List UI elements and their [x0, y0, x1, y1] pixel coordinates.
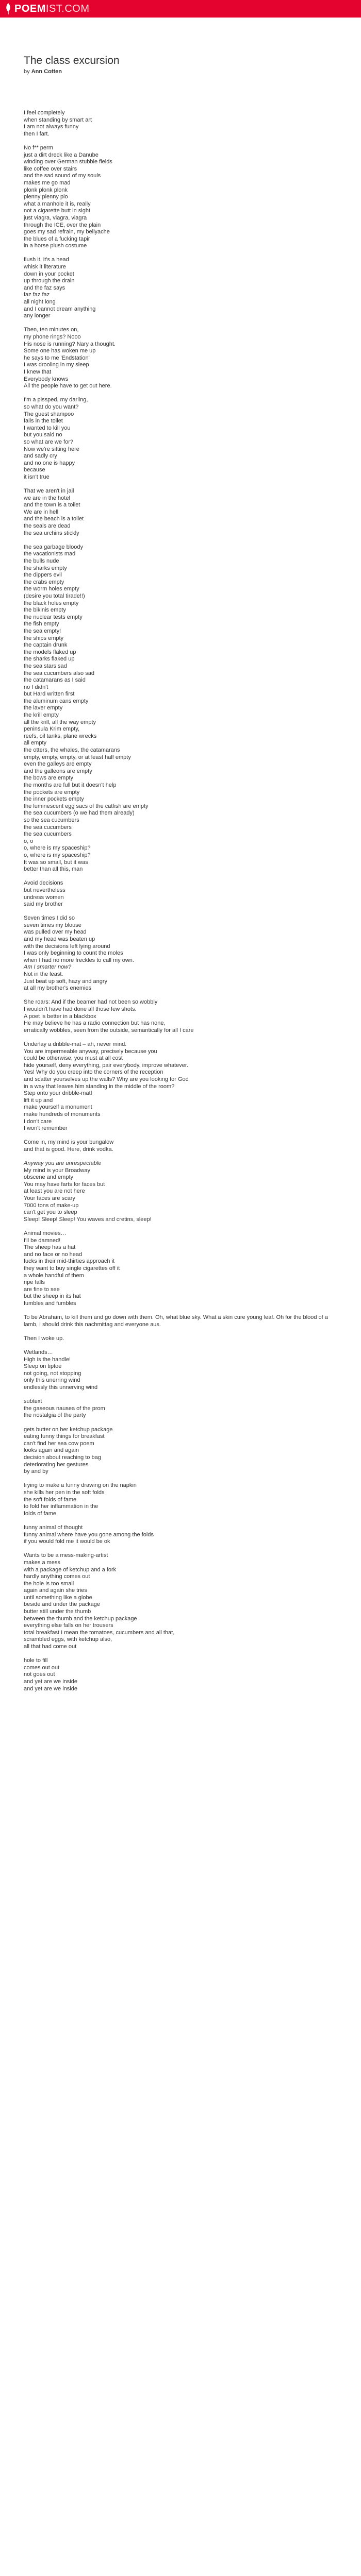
stanza [24, 1657, 333, 1692]
stanza-break [24, 992, 333, 999]
poem-line: the models flaked up [24, 649, 76, 655]
site-header [0, 0, 361, 18]
poem-line: Underlay a dribble-mat – ah, never mind. [24, 1041, 127, 1047]
poem-line: between the thumb and the ketchup package [24, 1615, 137, 1622]
poem-line: the inner pockets empty [24, 796, 84, 803]
poem-line: not a cigarette butt in sight [24, 208, 91, 214]
poem-line: the krill empty [24, 712, 59, 719]
poem-line: and the sad sound of my souls [24, 173, 101, 179]
poem-line: the luminescent egg sacs of the catfish are empty [24, 803, 149, 809]
stanza-break [24, 1476, 333, 1483]
poem-line: A poet is better in a blackbox [24, 1013, 96, 1020]
poem-line: the sea garbage bloody [24, 544, 83, 550]
poem-line: trying to make a funny drawing on the napkin [24, 1482, 137, 1489]
author-link[interactable]: Ann Cotten [31, 69, 62, 75]
poem-line: not goes out [24, 1671, 55, 1678]
poem-line: make hundreds of monuments [24, 1111, 101, 1117]
stanza-break [24, 1651, 333, 1658]
poem-line: erratically wobbles, seen from the outside, semantically for all I care [24, 1027, 194, 1033]
poem-line: His nose is running? Nary a thought. [24, 341, 116, 347]
poem-line: goes my sad refrain, my bellyache [24, 229, 110, 235]
stanza-break [24, 1343, 333, 1350]
poem-line: a whole handful of them [24, 1272, 84, 1279]
poem-line: hide yourself, deny everything, pair everybody, improve whatever. [24, 1062, 188, 1069]
poem-line: deteriorating her gestures [24, 1461, 89, 1468]
poem-line: just viagra, viagra, viagra [24, 214, 87, 221]
poem-line: gets butter on her ketchup package [24, 1426, 113, 1433]
poem-line: the seals are dead [24, 523, 71, 530]
stanza-break [24, 1517, 333, 1524]
poem-line: not going, not stopping [24, 1370, 81, 1377]
poem-line: she kills her pen in the soft folds [24, 1489, 105, 1496]
poem-line: the sharks flaked up [24, 656, 75, 663]
stanza-break [24, 1132, 333, 1140]
poem-line: Just beat up soft, hazy and angry [24, 978, 108, 985]
poem-line: until something like a globe [24, 1594, 92, 1601]
poem-line: Am I smarter now? [24, 964, 72, 971]
poem-line: can't get you to sleep [24, 1209, 77, 1216]
poem-line: I was drooling in my sleep [24, 362, 89, 368]
poem-line: by and by [24, 1468, 48, 1475]
poem-line: and I cannot dream anything [24, 306, 96, 312]
site-logo-link[interactable] [5, 3, 90, 15]
poem-line: I don't care [24, 1118, 52, 1125]
stanza [24, 257, 333, 319]
stanza [24, 999, 333, 1034]
stanza-break [24, 320, 333, 327]
poem-line: when standing by smart art [24, 116, 92, 123]
poem-line: only this unerring wind [24, 1377, 80, 1384]
stanza [24, 880, 333, 908]
poem-line: was pulled over my head [24, 929, 87, 936]
stanza-break [24, 1546, 333, 1553]
poem-line: obscene and empty [24, 1174, 74, 1181]
poem-line: when I had no more freckles to call my own. [24, 957, 134, 963]
stanza-break [24, 390, 333, 397]
poem-line: the captain drunk [24, 642, 68, 649]
stanza [24, 397, 333, 481]
poem-line: the sea cucumbers (o we had them already) [24, 810, 135, 817]
stanza [24, 1427, 333, 1476]
poem-line: total breakfast I mean the tomatoes, cucumbers and all that, [24, 1629, 175, 1636]
poem-line: We are in hell [24, 509, 59, 515]
stanza-break [24, 1308, 333, 1315]
poem-line: what a manhole it is, really [24, 200, 91, 207]
poem-line: to fold her inflammation in the [24, 1503, 99, 1510]
stanza [24, 1482, 333, 1517]
poem-title: The class excursion [24, 55, 120, 66]
poem-line: Wants to be a mess-making-artist [24, 1552, 108, 1559]
poem-line: comes out out [24, 1664, 60, 1671]
poem-line: the aluminum cans empty [24, 698, 89, 704]
poem-line: all empty [24, 740, 47, 747]
poem-line: all that had come out [24, 1643, 77, 1650]
stanza [24, 915, 333, 992]
poem-line: Anyway you are unrespectable [24, 1160, 102, 1167]
poem-line: in a horse plush costume [24, 243, 87, 249]
poem-line: makes me go mad [24, 179, 71, 186]
poem-line: the blues of a fucking tapir [24, 235, 90, 242]
poem-line: through the ICE, over the plain [24, 222, 101, 228]
stanza-break [24, 138, 333, 145]
poem-line: My mind is your Broadway [24, 1167, 90, 1174]
stanza [24, 1524, 333, 1546]
stanza [24, 1139, 333, 1153]
poem-line: To be Abraham, to kill them and go down with them. Oh, what blue sky. What a skin cure young leaf. Oh for the blood of a lamb, I should drink this nachmittag and everyone aus. [24, 1314, 328, 1328]
poem-line: but Hard written first [24, 691, 75, 698]
poem-line: the soft folds of fame [24, 1496, 77, 1503]
poem-line: the worm holes empty [24, 586, 79, 592]
stanza-break [24, 537, 333, 544]
poem-line: funny animal where have you gone among the folds [24, 1531, 154, 1538]
poem-line: the otters, the whales, the catamarans [24, 747, 120, 754]
poem-line: Sleep on tiptoe [24, 1363, 62, 1370]
poem-line: the sea stars sad [24, 663, 67, 669]
stanza-break [24, 481, 333, 488]
poem-line: but you said no [24, 432, 62, 438]
poem-line: No f** perm [24, 144, 53, 151]
poem-line: the dippers evil [24, 572, 62, 579]
poem-line: could be otherwise, you must at all cost [24, 1055, 123, 1062]
poem-line: and no face or no head [24, 1251, 83, 1258]
poem-line: no I didn't [24, 684, 48, 690]
poem-line: better than all this, man [24, 866, 83, 873]
poem-line: funny animal of thought [24, 1524, 83, 1531]
poem-line: the sea cucumbers also sad [24, 670, 94, 676]
poem-line: Avoid decisions [24, 880, 63, 887]
poem-line: Then I woke up. [24, 1335, 64, 1342]
poem-line: That we aren't in jail [24, 488, 74, 495]
poem-line: make yourself a monument [24, 1104, 92, 1111]
poem-line: and sadly cry [24, 453, 57, 460]
site-name: POEMIST.COM [14, 3, 90, 14]
stanza [24, 110, 333, 138]
poem-line: Sleep! Sleep! Sleep! You waves and cretins, sleep! [24, 1216, 152, 1223]
poem-line: and yet are we inside [24, 1679, 77, 1685]
poem-line: falls in the toilet [24, 418, 63, 425]
poem-line: everything else falls on her trousers [24, 1622, 113, 1629]
poem-line: all night long [24, 299, 56, 306]
poem-byline [24, 69, 333, 75]
poem-line: and yet are we inside [24, 1685, 77, 1692]
poem-line: the fish empty [24, 621, 59, 628]
stanza-break [24, 1034, 333, 1041]
poem-line: then I fart. [24, 130, 50, 137]
poem-line: they want to buy single cigarettes off it [24, 1265, 120, 1272]
stanza [24, 1552, 333, 1650]
poem-line: ripe falls [24, 1279, 45, 1286]
poem-line: in a way that leaves him standing in the middle of the room? [24, 1083, 175, 1090]
poem-line: because [24, 467, 45, 473]
poem-line: the months are full but it doesn't help [24, 782, 117, 788]
poem-line: hardly anything comes out [24, 1573, 90, 1580]
poem-line: and the galleons are empty [24, 768, 92, 774]
poem-line: fucks in their mid-thirties approach it [24, 1258, 115, 1265]
poem-line: the black holes empty [24, 600, 79, 606]
poem-body [24, 110, 333, 1692]
poem-line: plenny plenny plo [24, 194, 68, 200]
poem-line: reefs, oil tanks, plane wrecks [24, 733, 97, 739]
poem-line: the sea empty! [24, 628, 61, 634]
stanza [24, 1160, 333, 1223]
poem-line: I am not always funny [24, 124, 79, 130]
poem-line: High is the handle! [24, 1356, 71, 1363]
poem-line: the gaseous nausea of the prom [24, 1405, 105, 1412]
poem-line: I was only beginning to count the moles [24, 950, 123, 957]
poem-line: and the beach is a toilet [24, 516, 84, 522]
poem-line: Now we're sitting here [24, 446, 79, 452]
poem-line: The guest shampoo [24, 411, 74, 417]
poem-line: folds of fame [24, 1510, 56, 1517]
poem-line: All the people have to get out here. [24, 383, 112, 389]
poem-line: Your faces are scary [24, 1195, 75, 1202]
byline-prefix: by [24, 69, 30, 75]
poem-line: endlessly this unnerving wind [24, 1384, 98, 1391]
poem-line: the nostalgia of the party [24, 1412, 86, 1419]
poem-line: so the sea cucumbers [24, 817, 79, 823]
stanza-break [24, 1328, 333, 1335]
poem-line: he says to me 'Endstation' [24, 354, 90, 361]
poem-line: seven times my blouse [24, 922, 81, 928]
stanza [24, 1230, 333, 1308]
poem-line: Wetlands… [24, 1349, 53, 1356]
stanza-break [24, 1153, 333, 1160]
poem-line: makes a mess [24, 1559, 60, 1566]
poem-line: and that is good. Here, drink vodka. [24, 1146, 113, 1153]
poem-line: down in your pocket [24, 270, 74, 277]
poem-line: the sea cucumbers [24, 824, 72, 831]
poem-line: plonk plonk plonk [24, 187, 68, 193]
poem-line: the nuclear tests empty [24, 614, 83, 620]
stanza [24, 145, 333, 250]
poem-line: butter still under the thumb [24, 1608, 91, 1615]
poem-line: the bikinis empty [24, 607, 66, 614]
poem-line: and my head was beaten up [24, 936, 95, 943]
poem-line: so what are we for? [24, 438, 73, 445]
poem-line: like coffee over stairs [24, 165, 77, 172]
poem-line: I feel completely [24, 110, 65, 116]
stanza [24, 1349, 333, 1392]
stanza [24, 1041, 333, 1132]
poem-line: and the faz says [24, 284, 65, 291]
poem-line: the catamarans as I said [24, 677, 86, 684]
poem-line: but the sheep in its hat [24, 1293, 81, 1300]
poem-line: the ships empty [24, 635, 64, 641]
red-quill-pen-icon [5, 3, 11, 14]
poem-line: and no one is happy [24, 460, 75, 466]
poem-line: Everybody knows [24, 376, 69, 382]
poem-line: are fine to see [24, 1286, 60, 1293]
poem-line: peninsula Krim empty, [24, 726, 80, 733]
poem-line: I'll be damned! [24, 1237, 61, 1244]
poem-line: The sheep has a hat [24, 1244, 76, 1251]
poem-line: undress women [24, 894, 64, 901]
poem-line: o, o [24, 838, 34, 844]
stanza-break [24, 1392, 333, 1399]
poem-line: the laver empty [24, 705, 63, 711]
poem-line: we are in the hotel [24, 495, 70, 501]
poem-line: flush it, it's a head [24, 257, 69, 263]
poem-line: You may have farts for faces but [24, 1181, 105, 1188]
poem-line: It was so small, but it was [24, 859, 88, 866]
poem-line: it isn't true [24, 473, 50, 480]
poem-line: Then, ten minutes on, [24, 327, 79, 333]
poem-line: at least you are not here [24, 1188, 85, 1195]
poem-line: even the galleys are empty [24, 761, 92, 768]
poem-line: (desire you total tirade!!) [24, 592, 85, 599]
poem-article [24, 54, 333, 1692]
poem-line: the pockets are empty [24, 789, 80, 795]
poem-line: any longer [24, 313, 51, 319]
poem-line: whisk it literature [24, 264, 66, 270]
poem-line: fumbles and fumbles [24, 1300, 76, 1307]
poem-line: all the krill, all the way empty [24, 719, 96, 725]
poem-line: if you would fold me it would be ok [24, 1538, 110, 1545]
stanza [24, 1398, 333, 1419]
stanza-break [24, 873, 333, 880]
poem-line: He may believe he has a radio connection but has none, [24, 1020, 166, 1027]
poem-line: scrambled eggs, with ketchup also, [24, 1636, 112, 1643]
poem-line: lift it up and [24, 1097, 53, 1104]
poem-line: can't find her sea cow poem [24, 1440, 94, 1447]
poem-line: o, where is my spaceship? [24, 845, 91, 852]
poem-line: the sharks empty [24, 565, 67, 571]
poem-line: and scatter yourselves up the walls? Why are you looking for God [24, 1076, 189, 1082]
stanza-break [24, 908, 333, 916]
poem-line: subtext [24, 1398, 42, 1405]
poem-line: decision about reaching to bag [24, 1454, 101, 1461]
poem-line: but nevertheless [24, 887, 65, 893]
poem-line: Seven times I did so [24, 915, 75, 922]
poem-line: I knew that [24, 368, 52, 375]
poem-line: She roars: And if the beamer had not been so wobbly [24, 999, 158, 1006]
poem-line: and the town is a toilet [24, 502, 80, 509]
poem-line: empty, empty, empty, or at least half empty [24, 754, 131, 760]
stanza-break [24, 250, 333, 257]
poem-line: my phone rings? Nooo [24, 334, 81, 340]
poem-line: Come in, my mind is your bungalow [24, 1139, 114, 1146]
stanza-break [24, 1419, 333, 1427]
poem-line: the sea cucumbers [24, 831, 72, 838]
poem-line: at all my brother's enemies [24, 985, 92, 992]
stanza [24, 327, 333, 389]
poem-line: I wanted to kill you [24, 425, 71, 431]
stanza-break [24, 1223, 333, 1230]
poem-line: again and again she tries [24, 1587, 87, 1594]
poem-line: Some one has woken me up [24, 348, 96, 354]
poem-line: winding over German stubble fields [24, 159, 112, 165]
poem-line: I won't remember [24, 1125, 68, 1132]
poem-line: faz faz faz [24, 292, 50, 298]
poem-line: with the decisions left lying around [24, 943, 110, 950]
poem-line: Not in the least. [24, 971, 63, 978]
poem-line: eating funny things for breakfast [24, 1433, 105, 1440]
poem-line: the hole is too small [24, 1580, 74, 1587]
stanza [24, 1335, 333, 1343]
poem-line: I wouldn't have had done all those few shots. [24, 1006, 137, 1012]
poem-line: the crabs empty [24, 579, 64, 585]
poem-line: 7000 tons of make-up [24, 1202, 79, 1209]
poem-line: the bulls nude [24, 558, 59, 564]
poem-line: the vacationists mad [24, 551, 76, 557]
poem-line: hole to fill [24, 1657, 48, 1664]
poem-line: o, where is my spaceship? [24, 852, 91, 858]
poem-line: I'm a pissped, my darling, [24, 397, 88, 403]
poem-line: with a package of ketchup and a fork [24, 1566, 117, 1573]
poem-line: Yes! Why do you creep into the corners of the reception [24, 1069, 163, 1076]
poem-line: the bows are empty [24, 775, 73, 782]
poem-line: just a dirt dreck like a Danube [24, 151, 99, 158]
poem-line: You are impermeable anyway, precisely because you [24, 1048, 157, 1055]
poem-line: Animal movies… [24, 1230, 67, 1236]
stanza [24, 1314, 333, 1328]
poem-line: Step onto your dribble-mat! [24, 1090, 92, 1097]
stanza [24, 488, 333, 537]
poem-line: looks again and again [24, 1447, 79, 1454]
poem-line: said my brother [24, 901, 63, 908]
stanza [24, 544, 333, 873]
poem-line: up through the drain [24, 278, 75, 284]
poem-line: beside and under the package [24, 1601, 101, 1608]
poem-line: the sea urchins stickly [24, 530, 79, 536]
poem-line: so what do you want? [24, 403, 79, 410]
